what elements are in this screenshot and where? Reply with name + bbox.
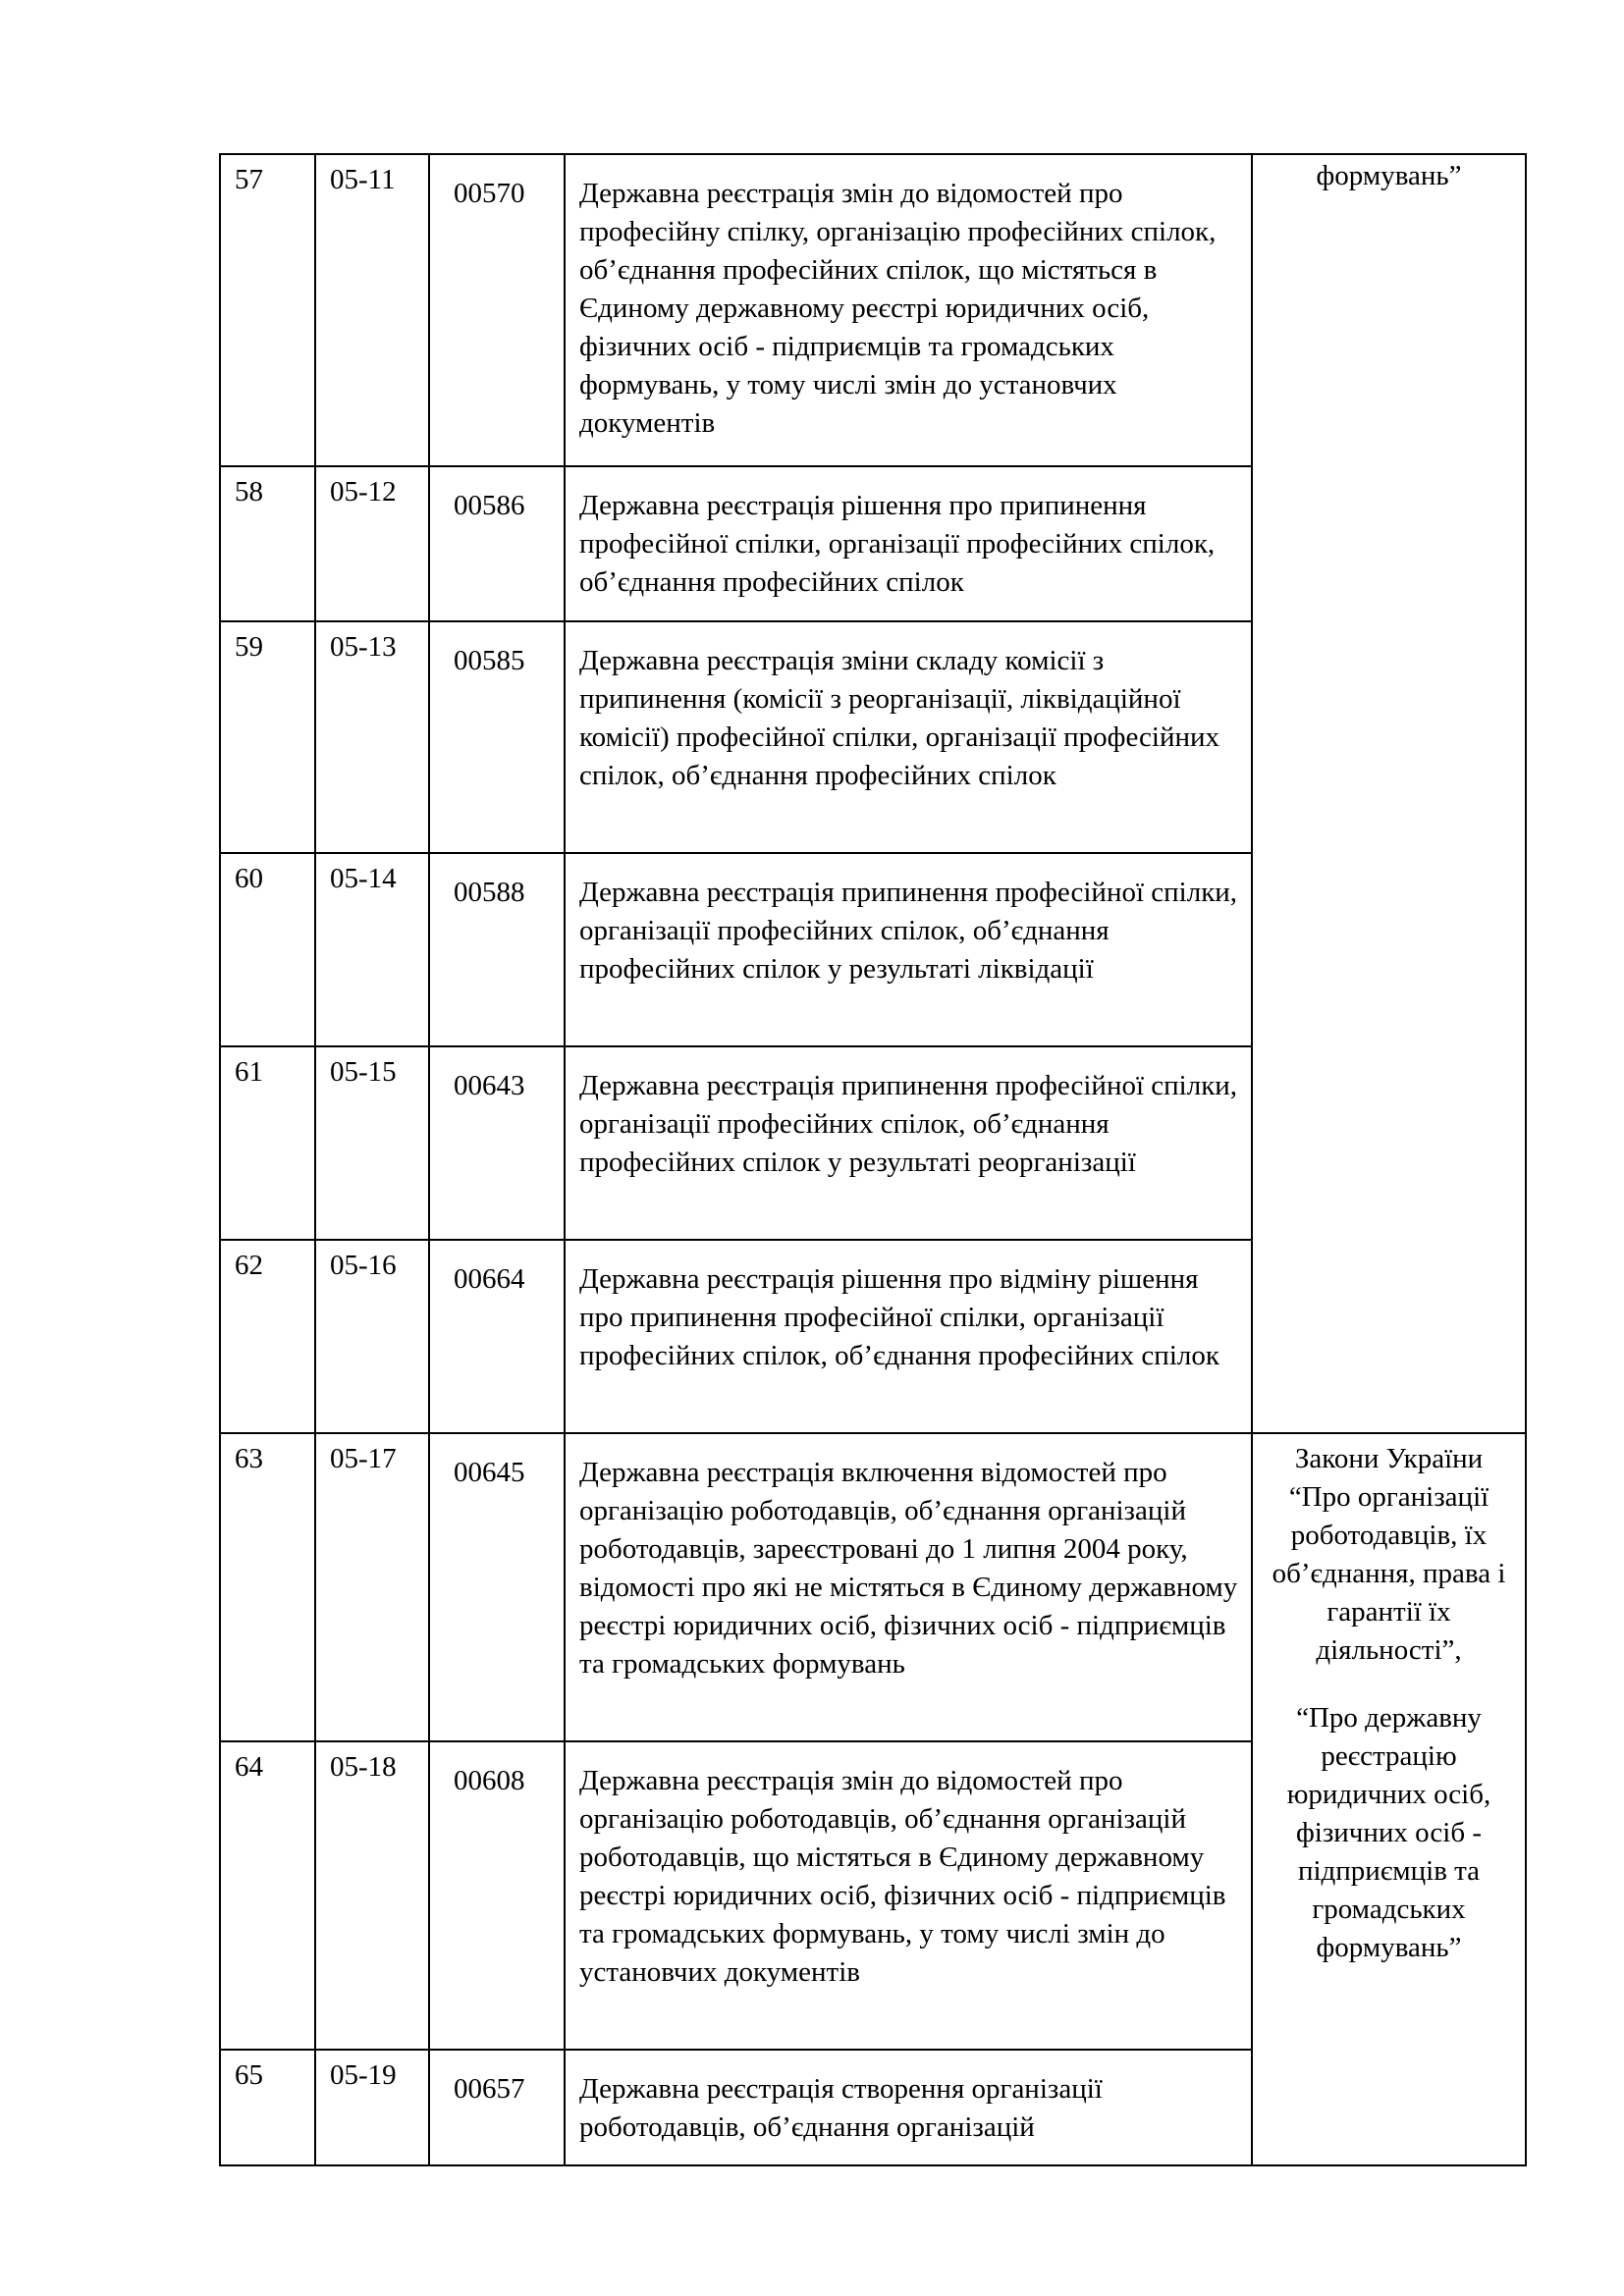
- service-code: 00643: [429, 1046, 565, 1240]
- legal-basis-cell: [1252, 1433, 1526, 2165]
- row-number: 64: [220, 1741, 315, 2050]
- row-number: 59: [220, 621, 315, 853]
- service-code: 00570: [429, 154, 565, 466]
- service-description: Державна реєстрація рішення про припинення професійної спілки, організації професійних спілок, об’єднання професійних спілок: [565, 466, 1252, 621]
- row-number: 62: [220, 1240, 315, 1433]
- row-number: 60: [220, 853, 315, 1046]
- row-code: 05-18: [315, 1741, 429, 2050]
- row-code: 05-14: [315, 853, 429, 1046]
- service-description: Державна реєстрація створення організації роботодавців, об’єднання організацій: [565, 2050, 1252, 2165]
- service-code: 00657: [429, 2050, 565, 2165]
- row-code: 05-11: [315, 154, 429, 466]
- service-code: 00664: [429, 1240, 565, 1433]
- service-description: Державна реєстрація припинення професійної спілки, організації професійних спілок, об’єднання професійних спілок у результаті реорганізації: [565, 1046, 1252, 1240]
- row-code: 05-17: [315, 1433, 429, 1741]
- service-code: 00608: [429, 1741, 565, 2050]
- row-number: 61: [220, 1046, 315, 1240]
- legal-basis-cell: формувань”: [1252, 154, 1526, 1433]
- service-description: Державна реєстрація рішення про відміну рішення про припинення професійної спілки, організації професійних спілок, об’єднання професійних спілок: [565, 1240, 1252, 1433]
- table-row: [220, 154, 1526, 466]
- legal-basis-registration: “Про державну реєстрацію юридичних осіб, фізичних осіб - підприємців та громадських формувань”: [1286, 1702, 1491, 1963]
- row-code: 05-19: [315, 2050, 429, 2165]
- service-code: 00588: [429, 853, 565, 1046]
- spacer: [1265, 1670, 1513, 1699]
- row-code: 05-15: [315, 1046, 429, 1240]
- legal-basis-laws: Закони України “Про організації роботодавців, їх об’єднання, права і гарантії їх діяльності”,: [1272, 1443, 1506, 1666]
- service-description: Державна реєстрація включення відомостей про організацію роботодавців, об’єднання організацій роботодавців, зареєстровані до 1 липня 2004 року, відомості про які не містяться в Єдиному державному реєстрі юридичних осіб, фізичних осіб - підприємців та громадських формувань: [565, 1433, 1252, 1741]
- service-description: Державна реєстрація змін до відомостей про професійну спілку, організацію професійних спілок, об’єднання професійних спілок, що містяться в Єдиному державному реєстрі юридичних осіб, фізичних осіб - підприємців та громадських формувань, у тому числі змін до установчих документів: [565, 154, 1252, 466]
- row-number: 65: [220, 2050, 315, 2165]
- row-code: 05-12: [315, 466, 429, 621]
- row-number: 57: [220, 154, 315, 466]
- service-description: Державна реєстрація змін до відомостей про організацію роботодавців, об’єднання організацій роботодавців, що містяться в Єдиному державному реєстрі юридичних осіб, фізичних осіб - підприємців та громадських формувань, у тому числі змін до установчих документів: [565, 1741, 1252, 2050]
- service-description: Державна реєстрація припинення професійної спілки, організації професійних спілок, об’єднання професійних спілок у результаті ліквідації: [565, 853, 1252, 1046]
- table-row: [220, 1433, 1526, 1741]
- row-code: 05-13: [315, 621, 429, 853]
- row-number: 63: [220, 1433, 315, 1741]
- service-description: Державна реєстрація зміни складу комісії з припинення (комісії з реорганізації, ліквідаційної комісії) професійної спілки, організації професійних спілок, об’єднання професійних спілок: [565, 621, 1252, 853]
- services-table: [219, 153, 1527, 2166]
- row-code: 05-16: [315, 1240, 429, 1433]
- service-code: 00585: [429, 621, 565, 853]
- service-code: 00645: [429, 1433, 565, 1741]
- service-code: 00586: [429, 466, 565, 621]
- row-number: 58: [220, 466, 315, 621]
